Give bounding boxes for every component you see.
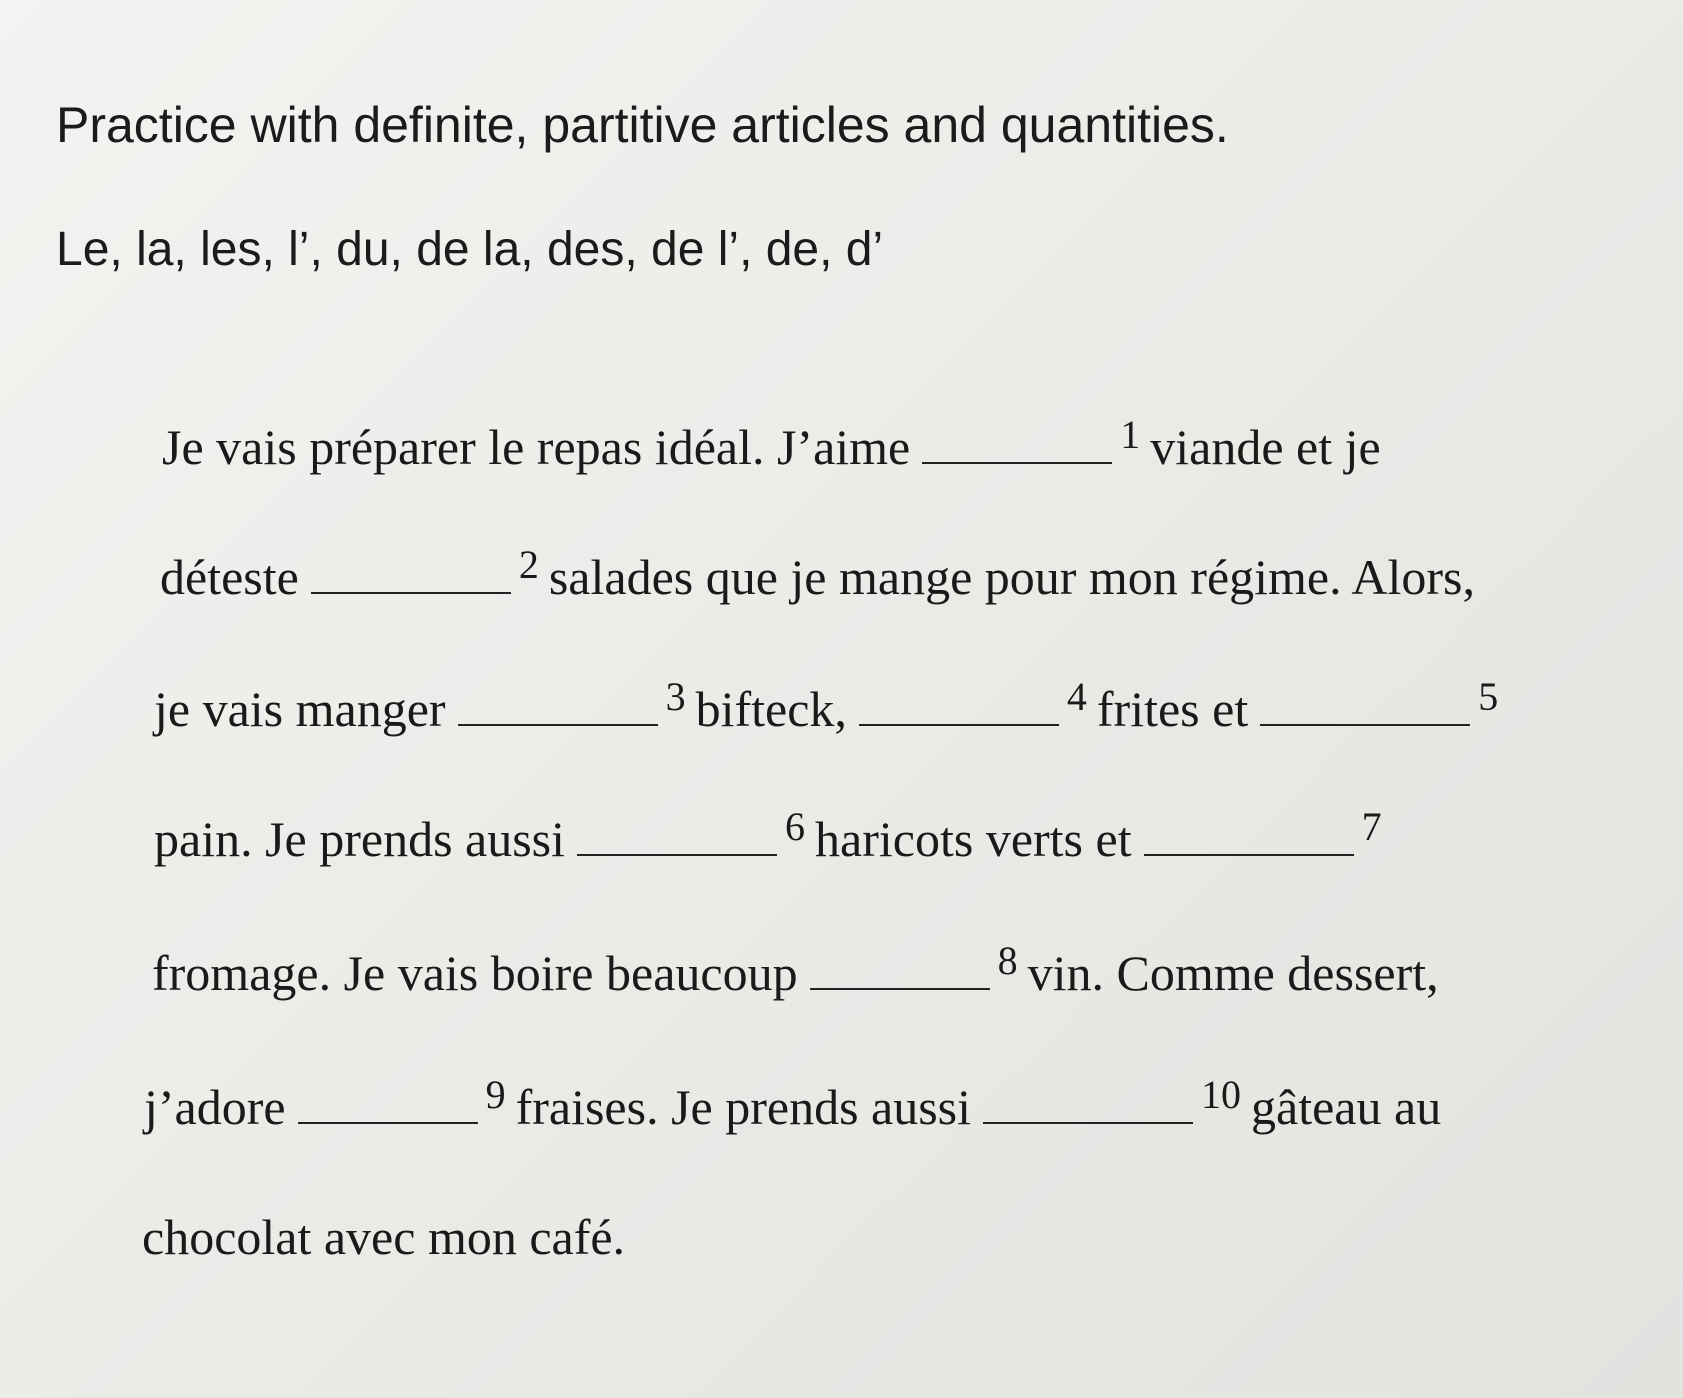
blank-8[interactable] [810, 958, 990, 990]
page-title: Practice with definite, partitive articles and quantities. [56, 97, 1229, 153]
blank-number-2: 2 [518, 542, 539, 587]
line-text: fraises. Je prends aussi [515, 1079, 972, 1135]
exercise-line-5 [152, 938, 1439, 1002]
line-text: je vais manger [154, 681, 446, 737]
blank-4[interactable] [859, 694, 1059, 726]
blank-6[interactable] [577, 824, 777, 856]
blank-2[interactable] [311, 562, 511, 594]
blank-number-8: 8 [997, 938, 1018, 983]
blank-number-6: 6 [785, 804, 806, 849]
blank-10[interactable] [983, 1092, 1193, 1124]
blank-number-10: 10 [1201, 1072, 1242, 1117]
exercise-line-1 [162, 412, 1381, 476]
line-text: vin. Comme dessert, [1027, 945, 1439, 1001]
blank-number-1: 1 [1120, 412, 1141, 457]
line-text: salades que je mange pour mon régime. Alors, [548, 549, 1475, 605]
line-text: bifteck, [695, 681, 847, 737]
line-text: pain. Je prends aussi [154, 811, 566, 867]
blank-5[interactable] [1260, 694, 1470, 726]
blank-number-5: 5 [1478, 674, 1499, 719]
line-text: fromage. Je vais boire beaucoup [152, 945, 798, 1001]
line-text: haricots verts et [815, 811, 1132, 867]
blank-number-7: 7 [1361, 804, 1382, 849]
line-text: viande et je [1150, 419, 1381, 475]
exercise-line-3 [154, 674, 1499, 738]
article-list: Le, la, les, l’, du, de la, des, de l’, de, d’ [56, 223, 884, 276]
exercise-line-4 [154, 804, 1382, 868]
line-text: déteste [160, 549, 299, 605]
blank-number-3: 3 [665, 674, 686, 719]
blank-number-9: 9 [485, 1072, 506, 1117]
blank-9[interactable] [298, 1092, 478, 1124]
blank-1[interactable] [922, 432, 1112, 464]
blank-number-4: 4 [1066, 674, 1087, 719]
exercise-line-7 [142, 1208, 625, 1266]
blank-3[interactable] [458, 694, 658, 726]
line-text: j’adore [144, 1079, 286, 1135]
line-text: frites et [1096, 681, 1249, 737]
blank-7[interactable] [1144, 824, 1354, 856]
exercise-line-6 [144, 1072, 1442, 1136]
line-text: Je vais préparer le repas idéal. J’aime [162, 419, 911, 475]
exercise-line-2 [160, 542, 1475, 606]
line-text: gâteau au [1251, 1079, 1442, 1135]
line-text: chocolat avec mon café. [142, 1209, 626, 1265]
